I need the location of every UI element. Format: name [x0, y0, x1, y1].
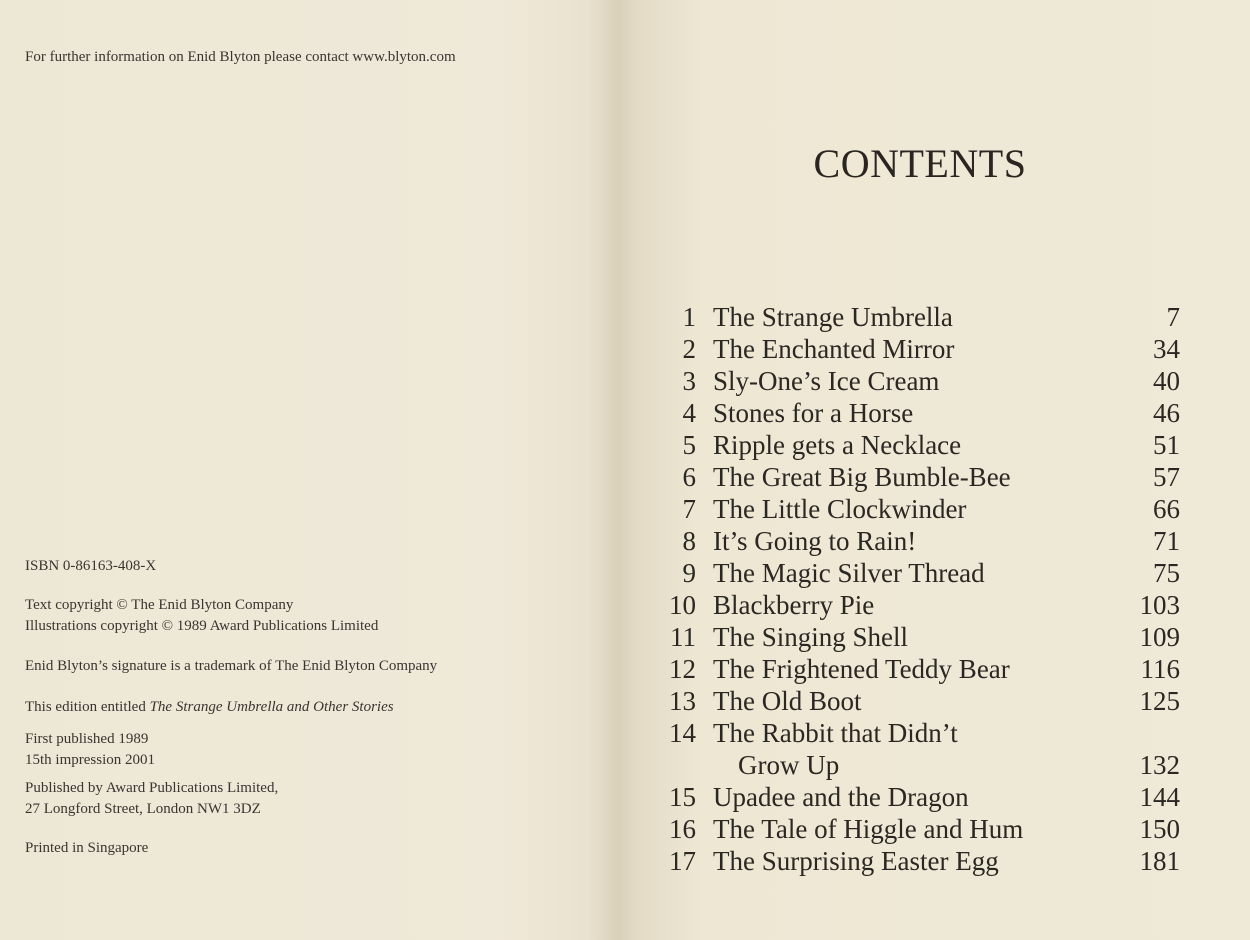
first-published: First published 1989 — [25, 731, 149, 747]
page-number: 109 — [1139, 622, 1180, 652]
toc-entry — [630, 333, 1190, 365]
isbn: ISBN 0-86163-408-X — [25, 558, 157, 574]
toc-entry — [630, 621, 1190, 653]
chapter-number: 16 — [669, 814, 696, 844]
chapter-number: 10 — [669, 590, 696, 620]
edition-line — [25, 697, 394, 717]
chapter-title: The Rabbit that Didn’t — [713, 718, 958, 748]
toc-entry — [630, 813, 1190, 845]
chapter-number: 5 — [682, 430, 696, 460]
page-number: 132 — [1139, 750, 1180, 780]
chapter-title: The Strange Umbrella — [713, 302, 953, 332]
page-number: 46 — [1153, 398, 1180, 428]
chapter-title: The Surprising Easter Egg — [713, 846, 999, 876]
page-number: 40 — [1153, 366, 1180, 396]
chapter-number: 12 — [669, 654, 696, 684]
trademark-notice: Enid Blyton’s signature is a trademark of The Enid Blyton Company — [25, 658, 438, 674]
toc-entry — [630, 589, 1190, 621]
toc-entry — [630, 365, 1190, 397]
chapter-number: 7 — [682, 494, 696, 524]
text-copyright: Text copyright © The Enid Blyton Company — [25, 597, 294, 613]
chapter-title: The Frightened Teddy Bear — [713, 654, 1010, 684]
chapter-title: Sly-One’s Ice Cream — [713, 366, 940, 396]
printed-in: Printed in Singapore — [25, 840, 149, 856]
chapter-number: 15 — [669, 782, 696, 812]
chapter-title: It’s Going to Rain! — [713, 526, 917, 556]
chapter-title: Upadee and the Dragon — [713, 782, 969, 812]
page-number: 71 — [1153, 526, 1180, 556]
chapter-number: 2 — [682, 334, 696, 364]
chapter-title: The Enchanted Mirror — [713, 334, 955, 364]
chapter-number: 11 — [670, 622, 696, 652]
chapter-title: Blackberry Pie — [713, 590, 875, 620]
chapter-number: 4 — [682, 398, 696, 428]
chapter-number: 3 — [682, 366, 696, 396]
chapter-title: The Singing Shell — [713, 622, 908, 652]
page-number: 103 — [1139, 590, 1180, 620]
page-number: 144 — [1139, 782, 1180, 812]
chapter-title: The Little Clockwinder — [713, 494, 967, 524]
contents-title: CONTENTS — [813, 141, 1027, 186]
page-number: 57 — [1153, 462, 1180, 492]
copyright-page — [0, 0, 600, 940]
impression: 15th impression 2001 — [25, 752, 155, 768]
chapter-title-continued: Grow Up — [738, 750, 840, 780]
page-number: 150 — [1139, 814, 1180, 844]
toc-entry — [630, 781, 1190, 813]
chapter-title: Ripple gets a Necklace — [713, 430, 962, 460]
chapter-title: Stones for a Horse — [713, 398, 914, 428]
toc-entry — [630, 653, 1190, 685]
edition-title: The Strange Umbrella and Other Stories — [149, 699, 394, 715]
toc-entry — [630, 301, 1190, 333]
chapter-number: 9 — [682, 558, 696, 588]
contents-page — [630, 0, 1250, 940]
chapter-number: 6 — [682, 462, 696, 492]
contact-line: For further information on Enid Blyton please contact www.blyton.com — [25, 49, 456, 65]
chapter-number: 1 — [682, 302, 696, 332]
page-number: 7 — [1166, 302, 1180, 332]
page-number: 125 — [1139, 686, 1180, 716]
toc-entry — [630, 493, 1190, 525]
toc-entry — [630, 557, 1190, 589]
chapter-title: The Old Boot — [713, 686, 862, 716]
toc-entry — [630, 461, 1190, 493]
toc-entry — [630, 717, 1190, 781]
page-number: 181 — [1139, 846, 1180, 876]
edition-prefix: This edition entitled — [25, 699, 146, 715]
page-number: 34 — [1153, 334, 1180, 364]
page-number: 116 — [1140, 654, 1180, 684]
publisher-line-1: Published by Award Publications Limited, — [25, 780, 279, 796]
chapter-title: The Great Big Bumble-Bee — [713, 462, 1011, 492]
illustrations-copyright: Illustrations copyright © 1989 Award Publications Limited — [25, 618, 379, 634]
toc-entry — [630, 845, 1190, 877]
toc-entry — [630, 397, 1190, 429]
chapter-number: 8 — [682, 526, 696, 556]
chapter-title: The Magic Silver Thread — [713, 558, 985, 588]
toc-entry — [630, 685, 1190, 717]
toc-entry — [630, 429, 1190, 461]
page-number: 51 — [1153, 430, 1180, 460]
chapter-title: The Tale of Higgle and Hum — [713, 814, 1024, 844]
toc-entry — [630, 525, 1190, 557]
page-number: 75 — [1153, 558, 1180, 588]
chapter-number: 14 — [669, 718, 696, 748]
chapter-number: 17 — [669, 846, 696, 876]
page-number: 66 — [1153, 494, 1180, 524]
publisher-line-2: 27 Longford Street, London NW1 3DZ — [25, 801, 261, 817]
chapter-number: 13 — [669, 686, 696, 716]
